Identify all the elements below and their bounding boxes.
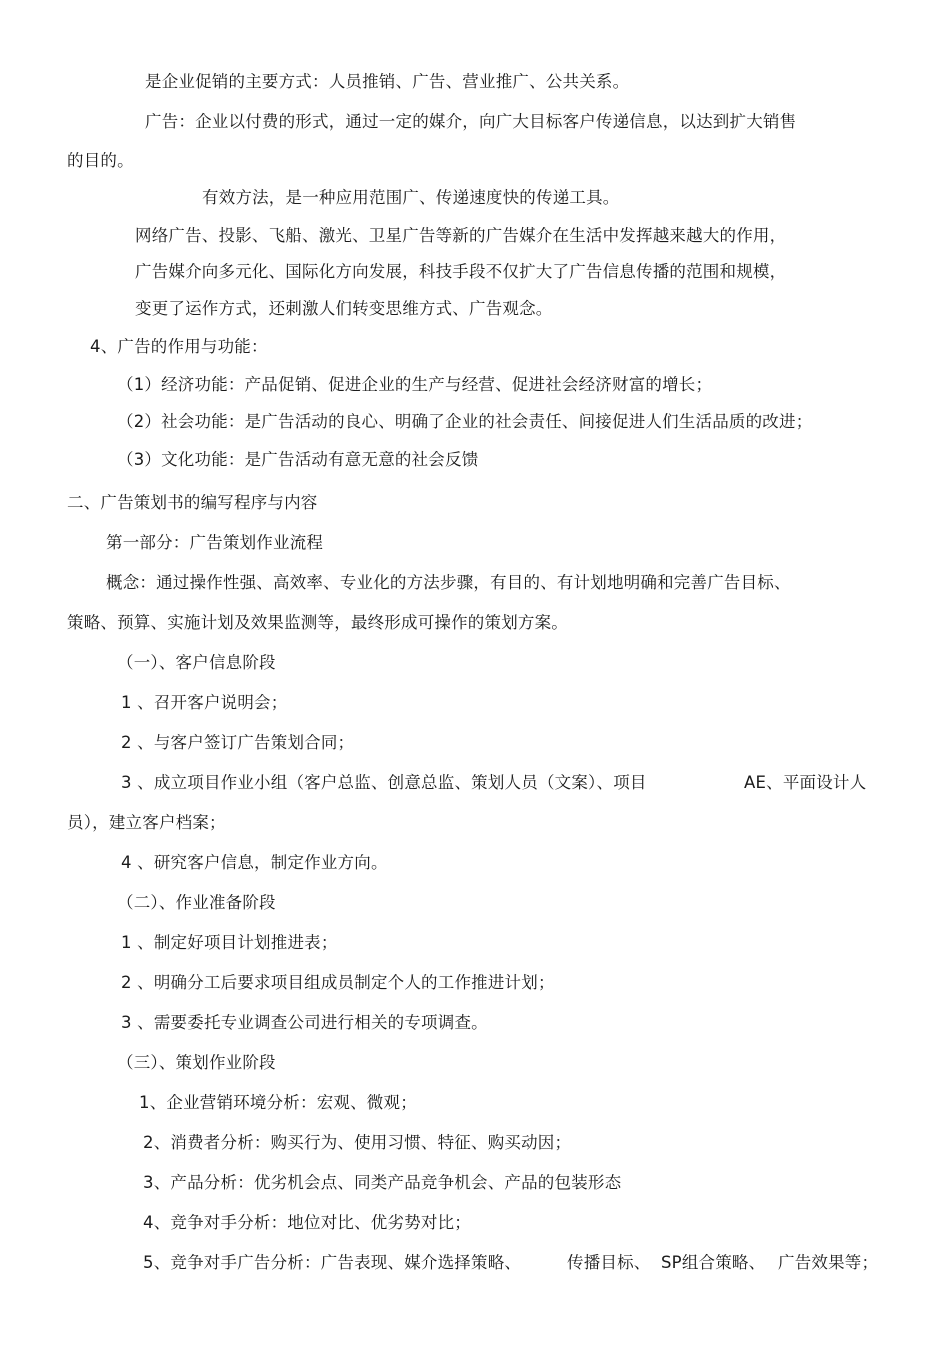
text-line: 2 、与客户签订广告策划合同； (121, 733, 355, 752)
text-line: 第一部分：广告策划作业流程 (106, 533, 324, 552)
text-line: 广告效果等； (778, 1253, 879, 1272)
text-line: 1 、制定好项目计划推进表； (121, 933, 338, 952)
text-line: 3、产品分析：优劣机会点、同类产品竞争机会、产品的包装形态 (143, 1173, 622, 1192)
text-line: 网络广告、投影、飞船、激光、卫星广告等新的广告媒介在生活中发挥越来越大的作用， (135, 226, 787, 245)
text-line: 4 、研究客户信息，制定作业方向。 (121, 853, 388, 872)
text-line: 变更了运作方式，还刺激人们转变思维方式、广告观念。 (135, 299, 553, 318)
text-line: 2 、明确分工后要求项目组成员制定个人的工作推进计划； (121, 973, 555, 992)
text-line: （二）、作业准备阶段 (117, 893, 276, 912)
text-line: 3 、需要委托专业调查公司进行相关的专项调查。 (121, 1013, 488, 1032)
text-line: 1、企业营销环境分析：宏观、微观； (139, 1093, 417, 1112)
text-line: 广告：企业以付费的形式，通过一定的媒介，向广大目标客户传递信息，以达到扩大销售 (145, 112, 797, 131)
text-line: 是企业促销的主要方式：人员推销、广告、营业推广、公共关系。 (145, 72, 630, 91)
text-line: （3）文化功能：是广告活动有意无意的社会反馈 (117, 450, 479, 469)
text-line: 员），建立客户档案； (67, 813, 226, 832)
text-line: 传播目标、 (567, 1253, 651, 1272)
section-heading: 4、广告的作用与功能： (90, 337, 268, 356)
text-line: 5、竞争对手广告分析：广告表现、媒介选择策略、 (143, 1253, 522, 1272)
text-line: （一）、客户信息阶段 (117, 653, 276, 672)
text-line: SP组合策略、 (661, 1253, 766, 1272)
text-line: 4、竞争对手分析：地位对比、优劣势对比； (143, 1213, 471, 1232)
text-line: 广告媒介向多元化、国际化方向发展，科技手段不仅扩大了广告信息传播的范围和规模， (135, 262, 787, 281)
text-line: 有效方法，是一种应用范围广、传递速度快的传递工具。 (202, 188, 620, 207)
text-line: 概念：通过操作性强、高效率、专业化的方法步骤，有目的、有计划地明确和完善广告目标、 (106, 573, 791, 592)
text-line: 策略、预算、实施计划及效果监测等，最终形成可操作的策划方案。 (67, 613, 568, 632)
text-line: （2）社会功能：是广告活动的良心、明确了企业的社会责任、间接促进人们生活品质的改进； (117, 412, 813, 431)
text-line: 3 、成立项目作业小组（客户总监、创意总监、策划人员（文案）、项目 (121, 773, 647, 792)
text-line: AE、平面设计人 (744, 773, 867, 792)
section-heading: 二、广告策划书的编写程序与内容 (67, 493, 318, 512)
text-line: 1 、召开客户说明会； (121, 693, 288, 712)
text-line: （三）、策划作业阶段 (117, 1053, 276, 1072)
text-line: 2、消费者分析：购买行为、使用习惯、特征、购买动因； (143, 1133, 572, 1152)
text-line: 的目的。 (67, 151, 134, 170)
text-line: （1）经济功能：产品促销、促进企业的生产与经营、促进社会经济财富的增长； (117, 375, 713, 394)
